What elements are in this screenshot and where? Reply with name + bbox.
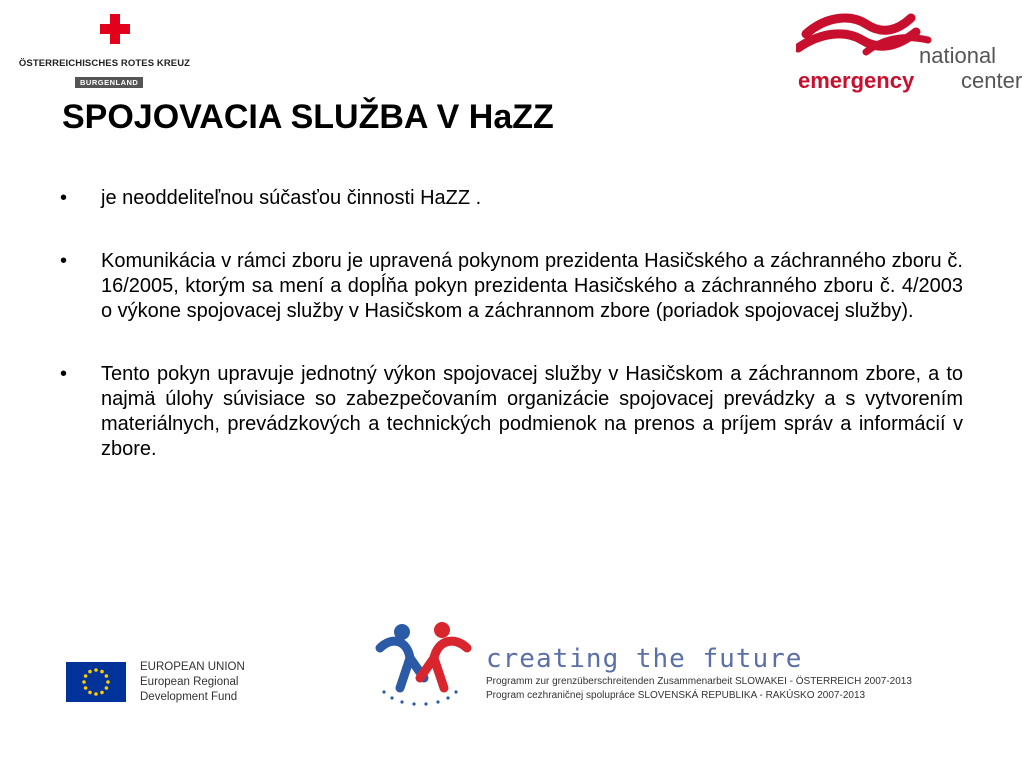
- bullet-text: je neoddeliteľnou súčasťou činnosti HaZZ .: [101, 187, 482, 209]
- program-logo: [372, 618, 972, 708]
- nec-line2-rest: center: [961, 68, 1023, 93]
- eu-line1: EUROPEAN UNION: [140, 661, 245, 673]
- nec-swoosh-icon: [796, 10, 936, 68]
- eu-text: [140, 660, 245, 705]
- eu-line3: Development Fund: [140, 691, 238, 703]
- bullet-item: [60, 186, 963, 211]
- red-cross-region: BURGENLAND: [75, 77, 143, 88]
- bullet-icon: •: [60, 250, 68, 272]
- bullet-text: Tento pokyn upravuje jednotný výkon spojovacej služby v Hasičskom a záchrannom zbore, a to najmä úlohy súvisiace so zabezpečovaním organizácie spojovacej prevádzky a s vytvorením materiálnych, prevádzkových a technických podmienok na prenos a príjem správ a informácií v zbore.: [101, 363, 963, 460]
- slide-title: SPOJOVACIA SLUŽBA V HaZZ: [62, 98, 554, 136]
- eu-line2: European Regional: [140, 676, 239, 688]
- eu-flag-icon: [66, 662, 126, 702]
- bullet-item: [60, 249, 963, 324]
- program-slogan: creating the future: [486, 644, 803, 674]
- eu-logo: [66, 660, 266, 706]
- red-cross-name: ÖSTERREICHISCHES ROTES KREUZ: [18, 58, 191, 69]
- bullet-icon: •: [60, 187, 68, 209]
- program-line2: Program cezhraničnej spolupráce SLOVENSKÁ REPUBLIKA - RAKÚSKO 2007-2013: [486, 690, 866, 701]
- bullet-list: [60, 186, 963, 500]
- nec-logo: [796, 10, 1023, 95]
- bullet-icon: •: [60, 363, 68, 385]
- nec-line1: national: [919, 43, 997, 68]
- bullet-text: Komunikácia v rámci zboru je upravená pokynom prezidenta Hasičského a záchranného zboru č. 16/2005, ktorým sa mení a dopĺňa pokyn prezidenta Hasičského a záchranného zboru č. 4/2003 o výkone spojovacej služby v Hasičskom a záchrannom zbore (poriadok spojovacej služby).: [101, 250, 963, 322]
- red-cross-logo: [12, 10, 197, 87]
- people-figures-icon: [372, 618, 482, 708]
- bullet-item: [60, 362, 963, 462]
- program-line1: Programm zur grenzüberschreitenden Zusammenarbeit SLOWAKEI - ÖSTERREICH 2007-2013: [486, 676, 912, 687]
- nec-line2-bold: emergency: [798, 68, 915, 93]
- red-cross-icon: [100, 14, 130, 44]
